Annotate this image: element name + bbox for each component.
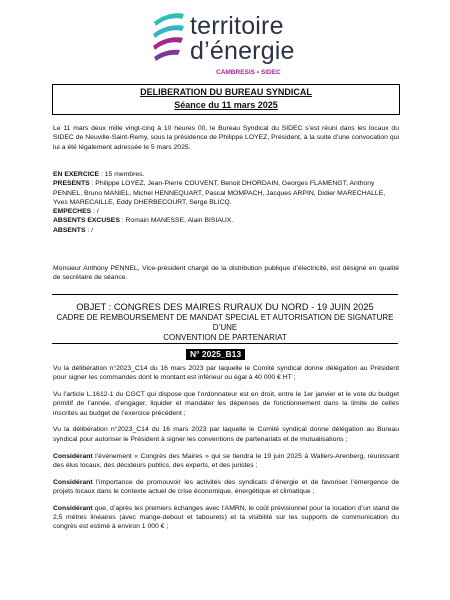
intro-paragraph: Le 11 mars deux mille vingt-cinq à 10 heures 00, le Bureau Syndical du SIDEC s’est réuni dans les locaux du SIDEC de Neuville-Saint-Remy, sous la présidence de Philippe LOYEZ, Président, à la suite d’une convocation qui lui a été légalement adressée le 5 mars 2025. — [53, 125, 399, 151]
body-paragraph — [53, 478, 399, 497]
logo-name-line2: d’énergie — [190, 37, 295, 65]
divider-top — [52, 294, 398, 295]
attendance-absents — [53, 226, 399, 235]
session-date: Séance du 11 mars 2025 — [174, 100, 278, 110]
attendance-excuses — [53, 216, 399, 225]
logo — [150, 8, 310, 78]
considerant-text: l’événement « Congrès des Maires » qui se tiendra le 19 juin 2025 à Wallers-Arenberg, réunissant des élus locaux, des décideurs publics, des experts, et des juristes ; — [53, 452, 399, 469]
objet-line: OBJET : CONGRES DES MAIRES RURAUX DU NORD - 19 JUIN 2025 — [76, 302, 374, 312]
empeches-value: : / — [91, 208, 99, 216]
attendance-exercice — [53, 170, 399, 179]
deliberation-body — [53, 364, 399, 539]
attendance-block — [53, 170, 399, 235]
objet-line: CADRE DE REMBOURSEMENT DE MANDAT SPECIAL ET AUTORISATION DE SIGNATURE D’UNE — [56, 313, 394, 332]
empeches-label: EMPECHES — [53, 208, 92, 216]
secretary-paragraph: Monsieur Anthony PENNEL, Vice-président chargé de la distribution publique d’électricité, est désigné en qualité de secrétaire de séance. — [53, 265, 399, 282]
body-paragraph — [53, 452, 399, 471]
body-paragraph: Vu la délibération n°2023_C14 du 16 mars 2023 par laquelle le Comité syndical donne délégation au Bureau syndical pour autoriser le Président à signer les conventions de partenariats et de mutualisations ; — [53, 426, 399, 443]
logo-mark-icon — [150, 10, 188, 62]
objet-line: CONVENTION DE PARTENARIAT — [163, 333, 287, 342]
body-paragraph — [53, 504, 399, 532]
presents-label: PRESENTS — [53, 180, 90, 188]
document-title-box — [52, 84, 400, 115]
logo-name-line1: territoire — [190, 12, 284, 40]
considerant-label: Considérant — [53, 504, 93, 512]
attendance-presents — [53, 179, 399, 188]
considerant-text: que, d’après les premiers échanges avec l’AMRN, le coût prévisionnel pour la location d’un stand de 2,5 mètres linéaires (avec mange-debout et tabourets) et la visibilité sur les supports de communication du congrès est estimé à environ 1 000 € ; — [53, 504, 399, 531]
considerant-text: l’importance de promouvoir les activités des syndicats d’énergie et de favoriser l’émergence de projets locaux dans le contexte actuel de crise économique, énergétique et climatique ; — [53, 478, 399, 495]
presents-line: Yves MARECAILLE, Eddy DHERBECOURT, Serge BLICQ. — [53, 198, 232, 206]
exercice-value: : 15 membres. — [99, 171, 145, 178]
deliberation-number: N° 2025_B13 — [186, 349, 245, 360]
logo-subtitle: CAMBRESIS • SIDEC — [216, 69, 281, 76]
divider-bottom — [52, 343, 398, 344]
exercice-label: EN EXERCICE — [53, 171, 100, 178]
attendance-empeches — [53, 207, 399, 216]
body-paragraph: Vu la délibération n°2023_C14 du 16 mars 2023 par laquelle le Comité syndical donne délégation au Président pour signer les commandes dont le montant est inférieur ou égal à 40 000 € HT ; — [53, 365, 399, 382]
absents-value: : / — [85, 226, 94, 234]
presents-line: : Philippe LOYEZ, Jean-Pierre COUVENT, Benoit DHORDAIN, Georges FLAMENGT, Anthony — [89, 180, 375, 188]
objet-block — [52, 302, 398, 343]
considerant-label: Considérant — [53, 452, 93, 460]
document-title: DELIBERATION DU BUREAU SYNDICAL — [140, 87, 312, 97]
presents-line: PENNEL, Bruno MANIEL, Michel HENNEQUART, Pascal MOMPACH, Jacques ARPIN, Didier MARECHALLE, — [53, 189, 386, 197]
excuses-label: ABSENTS EXCUSES — [53, 217, 120, 225]
body-paragraph: Vu l’article L.1612-1 du CGCT qui dispose que l’ordonnateur est en droit, entre le 1er janvier et le vote du budget primitif de l’année, d’engager, liquider et mandater les dépenses de fonctionnement dans la limite de celles inscrites au budget de l’exercice précédent ; — [53, 391, 399, 417]
absents-label: ABSENTS — [53, 226, 86, 234]
considerant-label: Considérant — [53, 478, 93, 486]
excuses-value: : Romain MANESSE, Alain BISIAUX. — [119, 217, 234, 225]
